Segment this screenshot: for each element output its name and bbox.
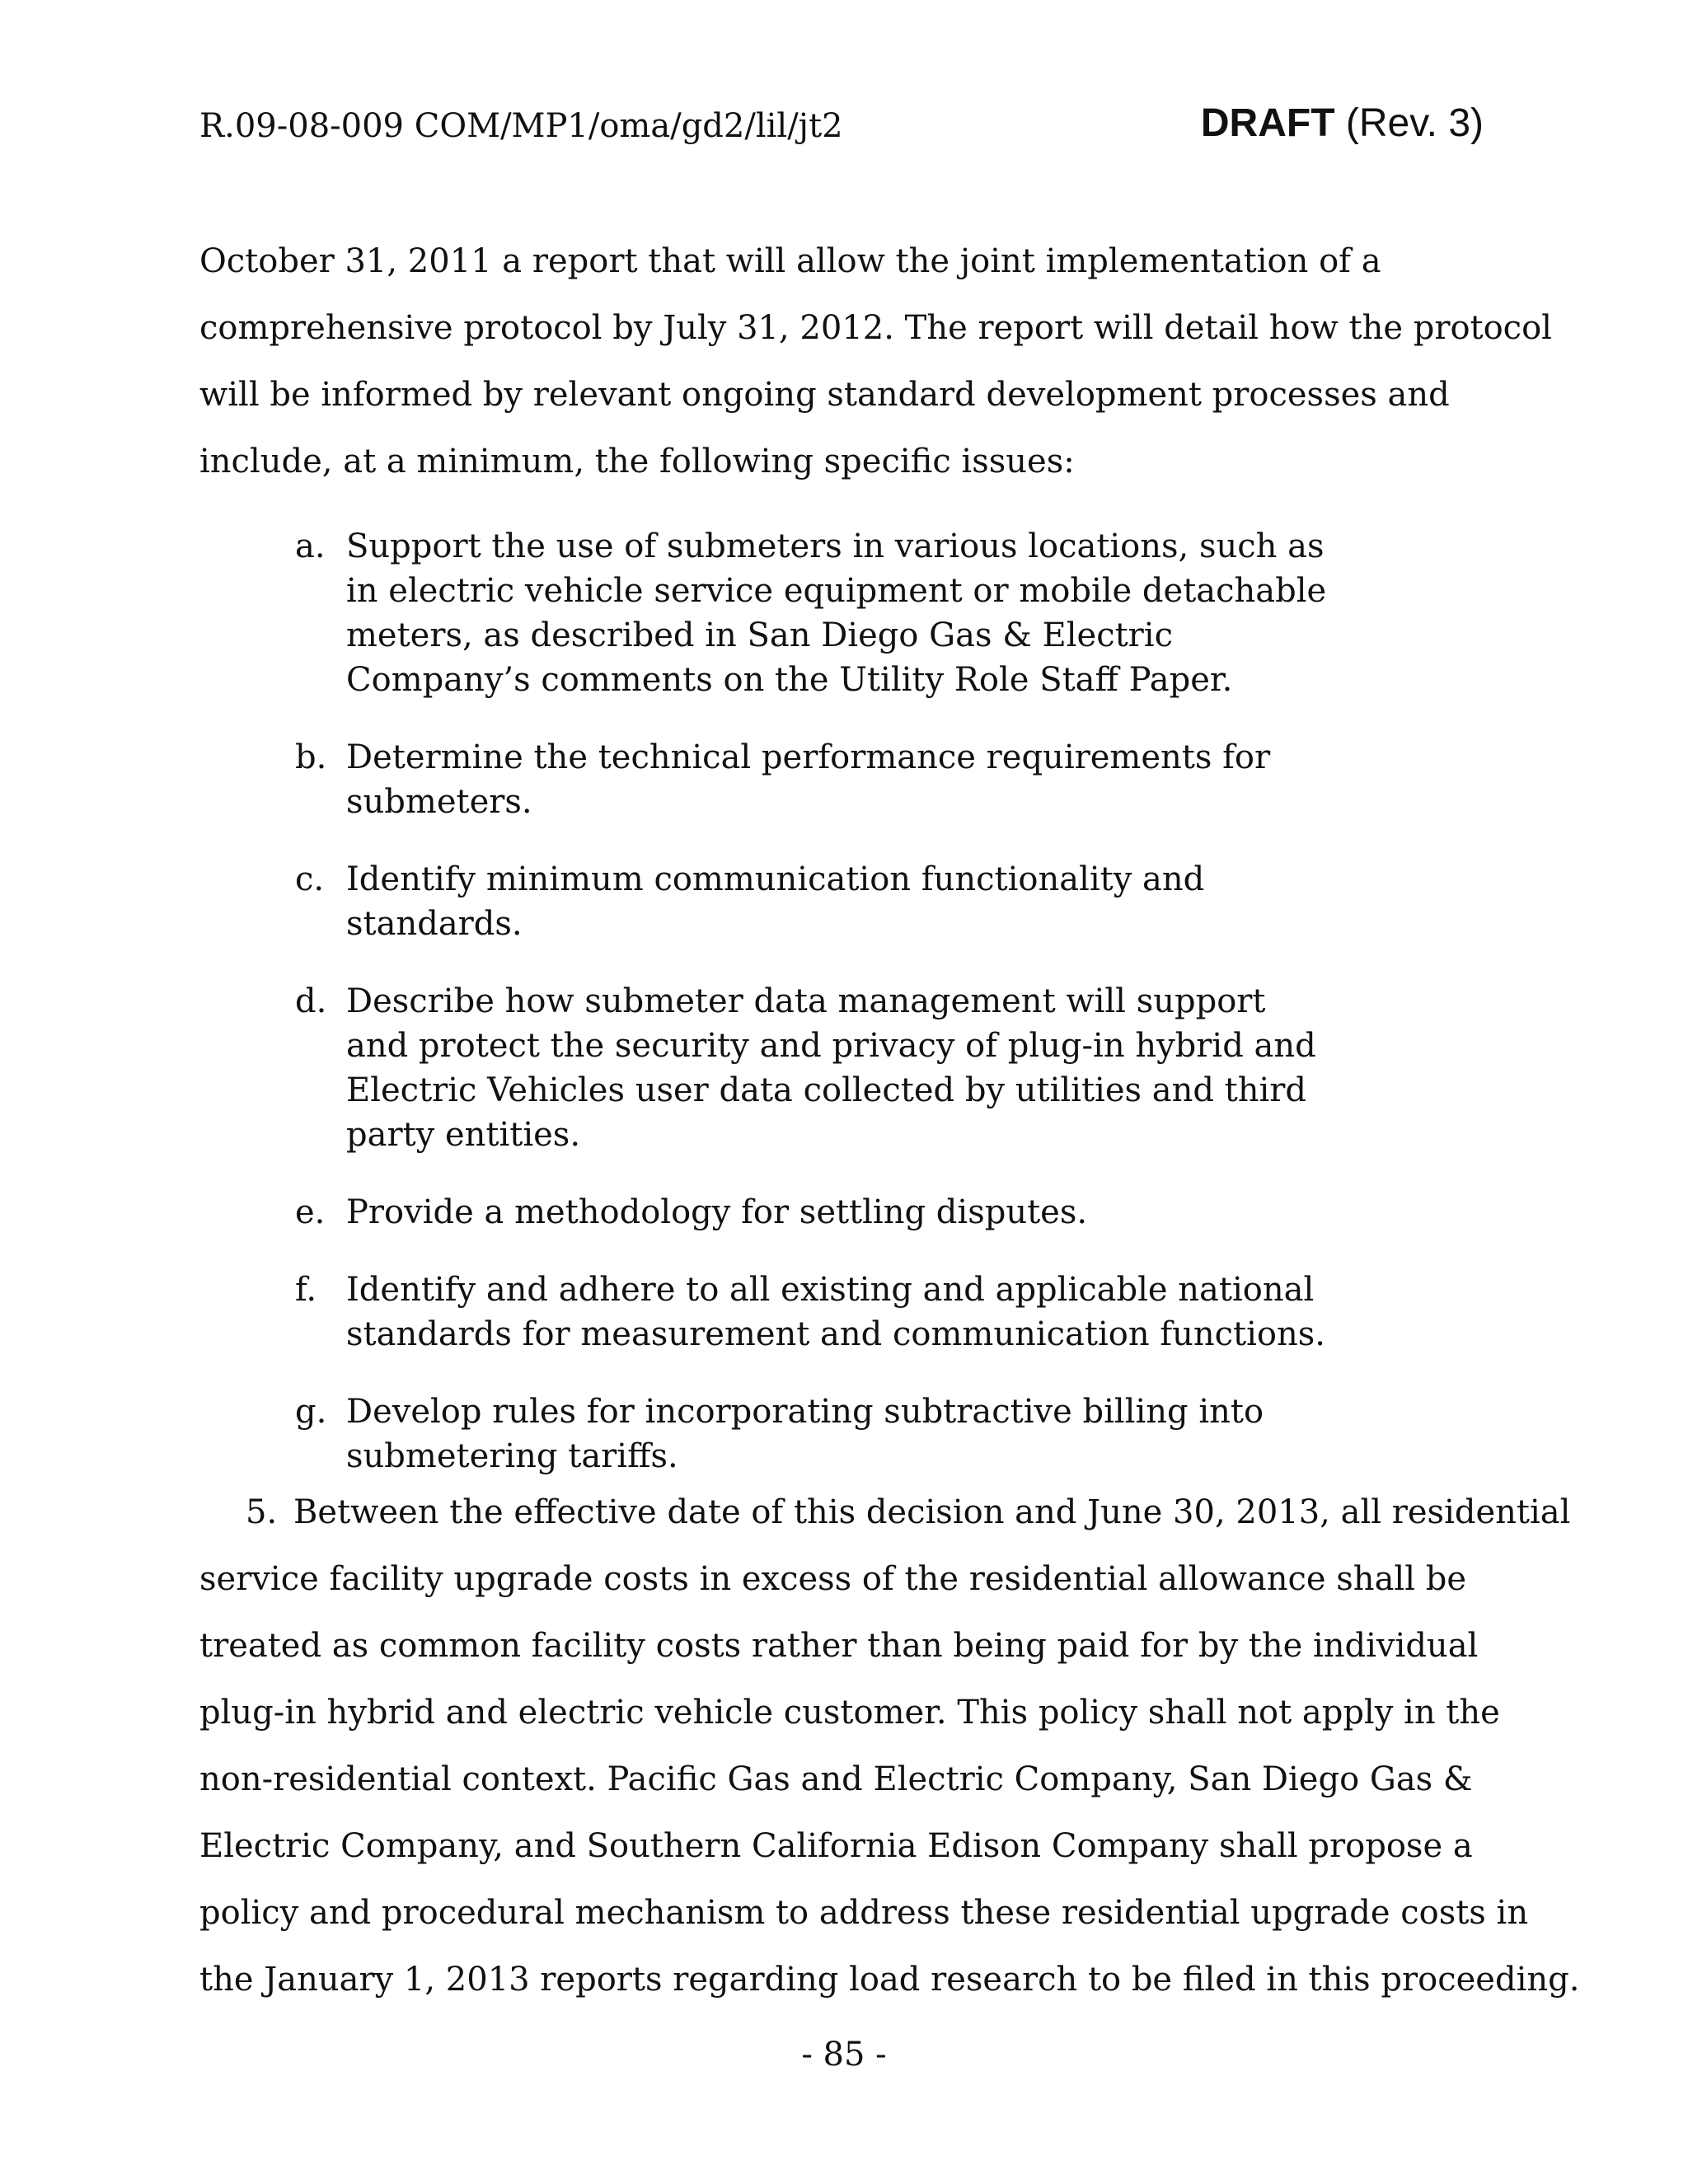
docket-header: R.09-08-009 COM/MP1/oma/gd2/lil/jt2 bbox=[199, 107, 843, 145]
list-item-text bbox=[346, 1390, 1367, 1479]
paragraph-line: policy and procedural mechanism to address these residential upgrade costs in bbox=[199, 1894, 1529, 1932]
list-item-f bbox=[295, 1268, 1367, 1357]
intro-line: comprehensive protocol by July 31, 2012. The report will detail how the protocol bbox=[199, 309, 1552, 347]
list-item-line: in electric vehicle service equipment or mobile detachable bbox=[346, 572, 1327, 610]
list-item-letter: f. bbox=[295, 1271, 317, 1309]
intro-line: will be informed by relevant ongoing standard development processes and bbox=[199, 376, 1450, 414]
revision-label: (Rev. 3) bbox=[1345, 101, 1484, 145]
list-item-letter: e. bbox=[295, 1193, 326, 1231]
list-item-line: and protect the security and privacy of plug-in hybrid and bbox=[346, 1027, 1316, 1065]
list-item-line: Develop rules for incorporating subtractive billing into bbox=[346, 1393, 1264, 1431]
list-item-line: submetering tariffs. bbox=[346, 1437, 678, 1475]
list-item-e bbox=[295, 1190, 1367, 1235]
ordering-paragraph-5 bbox=[199, 1479, 1580, 2013]
list-item-b bbox=[295, 735, 1367, 824]
intro-paragraph bbox=[199, 228, 1552, 495]
intro-line: October 31, 2011 a report that will allow the joint implementation of a bbox=[199, 242, 1381, 280]
list-item-line: standards. bbox=[346, 905, 523, 943]
paragraph-line: service facility upgrade costs in excess of the residential allowance shall be bbox=[199, 1560, 1466, 1598]
list-item-d bbox=[295, 979, 1367, 1157]
paragraph-number: 5. bbox=[246, 1493, 278, 1531]
draft-header bbox=[1201, 101, 1484, 146]
list-item-text bbox=[346, 524, 1367, 702]
list-item-a bbox=[295, 524, 1367, 702]
list-item-letter: c. bbox=[295, 860, 325, 898]
list-item-letter: g. bbox=[295, 1393, 327, 1431]
list-item-letter: d. bbox=[295, 982, 327, 1020]
list-item-text bbox=[346, 857, 1367, 946]
list-item-g bbox=[295, 1390, 1367, 1479]
list-item-text bbox=[346, 979, 1367, 1157]
list-item-line: Describe how submeter data management will support bbox=[346, 982, 1266, 1020]
paragraph-line: Electric Company, and Southern California Edison Company shall propose a bbox=[199, 1827, 1473, 1865]
paragraph-line: the January 1, 2013 reports regarding load research to be filed in this proceeding. bbox=[199, 1961, 1580, 1999]
paragraph-line: non-residential context. Pacific Gas and Electric Company, San Diego Gas & bbox=[199, 1760, 1473, 1798]
list-item-line: Identify and adhere to all existing and applicable national bbox=[346, 1271, 1315, 1309]
intro-line: include, at a minimum, the following specific issues: bbox=[199, 443, 1075, 480]
paragraph-line: treated as common facility costs rather than being paid for by the individual bbox=[199, 1627, 1479, 1665]
list-item-c bbox=[295, 857, 1367, 946]
paragraph-first-line bbox=[199, 1479, 1571, 1546]
page-number: - 85 - bbox=[801, 2036, 887, 2074]
list-item-line: standards for measurement and communication functions. bbox=[346, 1315, 1325, 1353]
list-item-line: party entities. bbox=[346, 1116, 581, 1154]
list-item-line: Electric Vehicles user data collected by utilities and third bbox=[346, 1071, 1307, 1109]
list-item-text bbox=[346, 1190, 1367, 1235]
list-item-line: Company’s comments on the Utility Role Staff Paper. bbox=[346, 661, 1233, 699]
list-item-line: Provide a methodology for settling disputes. bbox=[346, 1193, 1088, 1231]
list-item-letter: b. bbox=[295, 738, 327, 776]
list-item-line: Support the use of submeters in various locations, such as bbox=[346, 527, 1325, 565]
paragraph-line: Between the effective date of this decision and June 30, 2013, all residential bbox=[293, 1493, 1571, 1531]
list-item-letter: a. bbox=[295, 527, 326, 565]
list-item-line: Determine the technical performance requirements for bbox=[346, 738, 1271, 776]
list-item-text bbox=[346, 735, 1367, 824]
issues-list bbox=[295, 524, 1367, 1511]
list-item-line: meters, as described in San Diego Gas & Electric bbox=[346, 616, 1173, 654]
list-item-text bbox=[346, 1268, 1367, 1357]
paragraph-line: plug-in hybrid and electric vehicle customer. This policy shall not apply in the bbox=[199, 1694, 1500, 1732]
list-item-line: submeters. bbox=[346, 783, 532, 821]
list-item-line: Identify minimum communication functionality and bbox=[346, 860, 1205, 898]
draft-label: DRAFT bbox=[1200, 101, 1335, 145]
